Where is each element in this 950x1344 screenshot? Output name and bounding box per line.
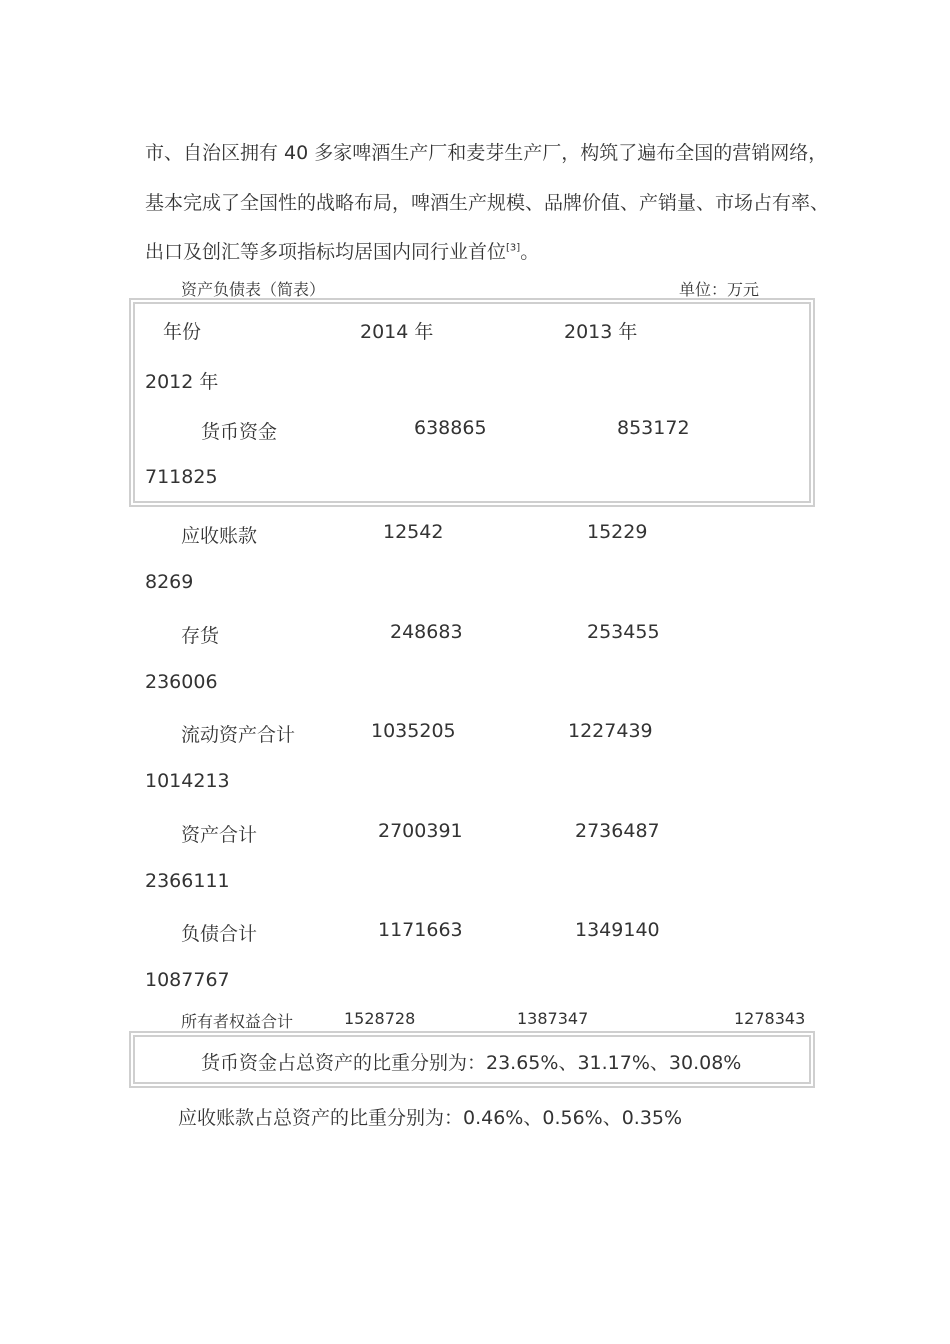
header-2013: 2013 年 [564, 321, 638, 343]
row-cash-2012: 711825 [145, 466, 218, 488]
row-inventory-2012: 236006 [145, 671, 218, 693]
row-total-assets-2014: 2700391 [378, 820, 463, 842]
paragraph-line-3-end: 。 [520, 241, 540, 263]
header-2012: 2012 年 [145, 371, 219, 393]
row-receivables-2012: 8269 [145, 571, 194, 593]
row-total-liabilities-label: 负债合计 [181, 923, 258, 945]
receivable-ratio-text: 应收账款占总资产的比重分别为：0.46%、0.56%、0.35% [178, 1107, 683, 1129]
paragraph-line-3 [145, 237, 539, 264]
row-equity-2012: 1278343 [734, 1009, 806, 1028]
row-receivables-label: 应收账款 [181, 525, 258, 547]
row-current-assets-2012: 1014213 [145, 770, 230, 792]
row-receivables-2013: 15229 [587, 521, 648, 543]
row-inventory-2014: 248683 [390, 621, 463, 643]
row-equity-label: 所有者权益合计 [181, 1012, 294, 1031]
row-receivables-2014: 12542 [383, 521, 444, 543]
table-unit: 单位：万元 [679, 280, 760, 299]
row-inventory-label: 存货 [181, 625, 220, 647]
table-header-frame [129, 298, 815, 507]
row-equity-2013: 1387347 [517, 1009, 589, 1028]
row-total-assets-2012: 2366111 [145, 870, 230, 892]
row-total-assets-label: 资产合计 [181, 824, 258, 846]
paragraph-line-3-text: 出口及创汇等多项指标均居国内同行业首位 [145, 241, 507, 263]
row-total-liabilities-2012: 1087767 [145, 969, 230, 991]
cash-ratio-text: 货币资金占总资产的比重分别为：23.65%、31.17%、30.08% [201, 1052, 742, 1074]
row-total-assets-2013: 2736487 [575, 820, 660, 842]
row-current-assets-label: 流动资产合计 [181, 724, 296, 746]
row-inventory-2013: 253455 [587, 621, 660, 643]
row-equity-2014: 1528728 [344, 1009, 416, 1028]
paragraph-line-1: 市、自治区拥有 40 多家啤酒生产厂和麦芽生产厂，构筑了遍布全国的营销网络， [145, 142, 828, 164]
paragraph-line-2: 基本完成了全国性的战略布局，啤酒生产规模、品牌价值、产销量、市场占有率、 [145, 192, 830, 214]
row-total-liabilities-2013: 1349140 [575, 919, 660, 941]
row-cash-2014: 638865 [414, 417, 487, 439]
row-current-assets-2014: 1035205 [371, 720, 456, 742]
table-caption: 资产负债表（简表） [181, 280, 326, 299]
row-current-assets-2013: 1227439 [568, 720, 653, 742]
citation-reference[interactable]: [3] [506, 242, 521, 254]
row-cash-2013: 853172 [617, 417, 690, 439]
header-2014: 2014 年 [360, 321, 434, 343]
row-total-liabilities-2014: 1171663 [378, 919, 463, 941]
header-year-label: 年份 [163, 321, 202, 343]
row-cash-label: 货币资金 [201, 421, 278, 443]
